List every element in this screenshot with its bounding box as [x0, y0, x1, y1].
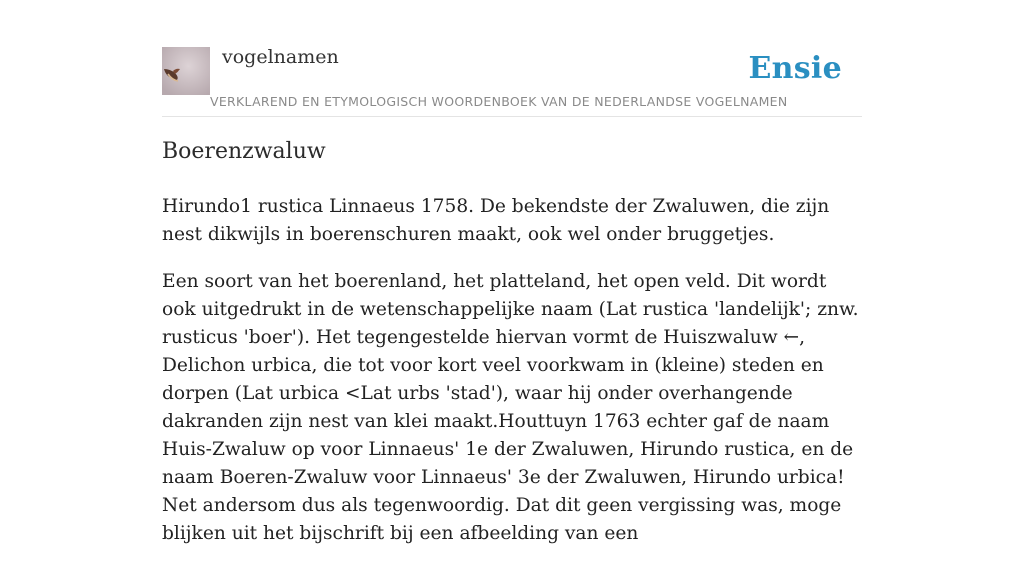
- entry-body: [162, 193, 862, 567]
- dictionary-name-link[interactable]: vogelnamen: [222, 46, 339, 68]
- entry-paragraph: Hirundo1 rustica Linnaeus 1758. De bekendste der Zwaluwen, die zijn nest dikwijls in boerenschuren maakt, ook wel onder bruggetjes.: [162, 196, 830, 245]
- dictionary-header: [162, 40, 862, 117]
- entry-title: Boerenzwaluw: [162, 139, 326, 164]
- brand-logo-link[interactable]: Ensie: [748, 51, 842, 86]
- swallow-photo-icon: [162, 47, 210, 95]
- entry-paragraph: Een soort van het boerenland, het platteland, het open veld. Dit wordt ook uitgedrukt in de wetenschappelijke naam (Lat rustica 'landelijk'; znw. rusticus 'boer'). Het tegengestelde hiervan vormt de Huiszwaluw ←, Delichon urbica, die tot voor kort veel voorkwam in (kleine) steden en dorpen (Lat urbica <Lat urbs 'stad'), waar hij onder overhangende dakranden zijn nest van klei maakt.Houttuyn 1763 echter gaf de naam Huis-Zwaluw op voor Linnaeus' 1e der Zwaluwen, Hirundo rustica, en de naam Boeren-Zwaluw voor Linnaeus' 3e der Zwaluwen, Hirundo urbica! Net andersom dus als tegenwoordig. Dat dit geen vergissing was, moge blijken uit het bijschrift bij een afbeelding van een: [162, 271, 859, 544]
- dictionary-subtitle: VERKLAREND EN ETYMOLOGISCH WOORDENBOEK VAN DE NEDERLANDSE VOGELNAMEN: [210, 94, 788, 109]
- dictionary-avatar[interactable]: [162, 47, 210, 95]
